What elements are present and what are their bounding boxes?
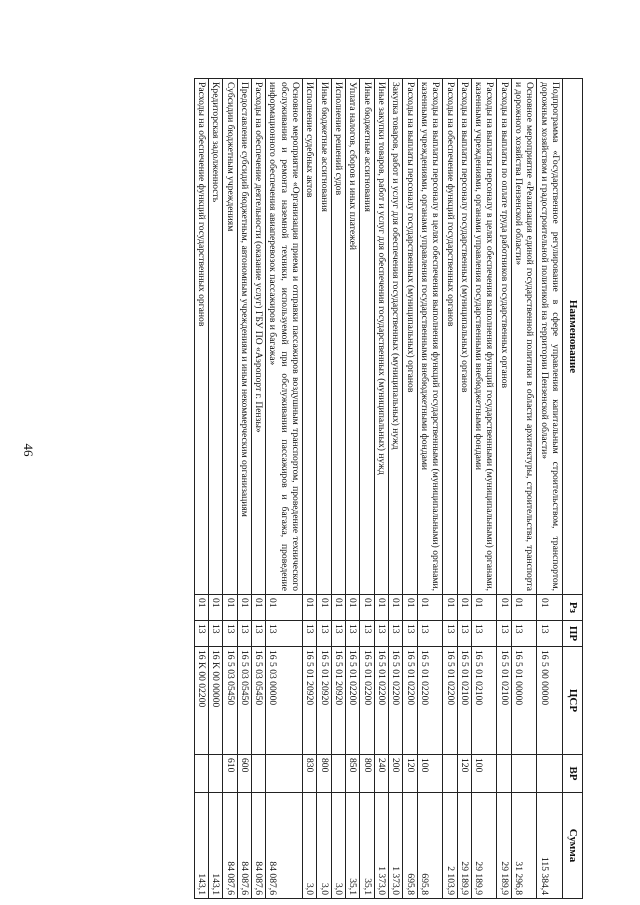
cell-sum: 1 373,0 bbox=[374, 793, 388, 899]
cell-sum: 1 373,0 bbox=[388, 793, 402, 899]
table-row bbox=[251, 79, 265, 899]
table-body bbox=[194, 79, 562, 899]
cell-pr: 13 bbox=[208, 621, 222, 647]
cell-sum: 143,1 bbox=[194, 793, 208, 899]
cell-rz: 01 bbox=[208, 595, 222, 621]
cell-vr: 830 bbox=[303, 755, 317, 793]
table-row bbox=[194, 79, 208, 899]
cell-csr: 16 5 01 20920 bbox=[331, 647, 345, 755]
cell-csr: 16 5 01 02100 bbox=[497, 647, 511, 755]
cell-csr: 16 5 03 00000 bbox=[266, 647, 303, 755]
cell-csr: 16 5 03 05450 bbox=[223, 647, 237, 755]
table-row bbox=[208, 79, 222, 899]
table-row bbox=[417, 79, 443, 899]
cell-name: Расходы на обеспечение функций государственных органов bbox=[443, 79, 457, 595]
table-row bbox=[223, 79, 237, 899]
cell-rz: 01 bbox=[360, 595, 374, 621]
cell-vr bbox=[443, 755, 457, 793]
cell-csr: 16 5 01 02200 bbox=[388, 647, 402, 755]
cell-sum: 3,0 bbox=[331, 793, 345, 899]
cell-rz: 01 bbox=[374, 595, 388, 621]
cell-pr: 13 bbox=[388, 621, 402, 647]
cell-csr: 16 5 01 02100 bbox=[457, 647, 471, 755]
cell-pr: 13 bbox=[266, 621, 303, 647]
cell-name: Уплата налогов, сборов и иных платежей bbox=[346, 79, 360, 595]
cell-rz: 01 bbox=[251, 595, 265, 621]
table-row bbox=[457, 79, 471, 899]
header-vr: ВР bbox=[563, 755, 583, 793]
cell-vr bbox=[194, 755, 208, 793]
cell-sum: 115 384,4 bbox=[537, 793, 563, 899]
cell-csr: 16 K 00 00000 bbox=[208, 647, 222, 755]
cell-sum: 84 087,6 bbox=[237, 793, 251, 899]
cell-vr: 800 bbox=[317, 755, 331, 793]
cell-vr bbox=[208, 755, 222, 793]
cell-name: Субсидии бюджетным учреждениям bbox=[223, 79, 237, 595]
cell-sum: 29 189,9 bbox=[497, 793, 511, 899]
cell-rz: 01 bbox=[403, 595, 417, 621]
cell-rz: 01 bbox=[417, 595, 443, 621]
cell-pr: 13 bbox=[317, 621, 331, 647]
cell-sum: 695,8 bbox=[403, 793, 417, 899]
cell-name: Расходы на обеспечение деятельности (оказание услуг) ГБУ ПО «Аэропорт г. Пензы» bbox=[251, 79, 265, 595]
cell-rz: 01 bbox=[443, 595, 457, 621]
cell-vr bbox=[331, 755, 345, 793]
cell-rz: 01 bbox=[346, 595, 360, 621]
cell-sum: 35,1 bbox=[360, 793, 374, 899]
cell-vr: 610 bbox=[223, 755, 237, 793]
cell-name: Иные бюджетные ассигнования bbox=[360, 79, 374, 595]
cell-vr: 240 bbox=[374, 755, 388, 793]
cell-sum: 84 087,6 bbox=[251, 793, 265, 899]
header-sum: Сумма bbox=[563, 793, 583, 899]
cell-rz: 01 bbox=[237, 595, 251, 621]
cell-csr: 16 5 01 02200 bbox=[403, 647, 417, 755]
table-row bbox=[537, 79, 563, 899]
cell-sum: 31 296,8 bbox=[511, 793, 537, 899]
cell-name: Кредиторская задолженность bbox=[208, 79, 222, 595]
cell-csr: 16 5 03 05450 bbox=[251, 647, 265, 755]
cell-csr: 16 5 01 02200 bbox=[374, 647, 388, 755]
cell-sum: 29 189,9 bbox=[457, 793, 471, 899]
cell-csr: 16 5 01 02200 bbox=[346, 647, 360, 755]
cell-name: Основное мероприятие «Реализация единой государственной политики в области архитектуры, строительства, транспорта и дорожного хозяйства Пензенской области» bbox=[511, 79, 537, 595]
cell-pr: 13 bbox=[251, 621, 265, 647]
cell-rz: 01 bbox=[471, 595, 497, 621]
cell-pr: 13 bbox=[346, 621, 360, 647]
cell-name: Закупка товаров, работ и услуг для обеспечения государственных (муниципальных) нужд bbox=[388, 79, 402, 595]
cell-pr: 13 bbox=[194, 621, 208, 647]
cell-name: Расходы на выплаты персоналу в целях обеспечения выполнения функций государственными (муниципальными) органами, казенными учреждениями, органами управления государственными внебюджетными фондами bbox=[471, 79, 497, 595]
table-row bbox=[511, 79, 537, 899]
table-row bbox=[374, 79, 388, 899]
cell-rz: 01 bbox=[317, 595, 331, 621]
cell-vr: 100 bbox=[471, 755, 497, 793]
table-row bbox=[471, 79, 497, 899]
cell-pr: 13 bbox=[223, 621, 237, 647]
cell-pr: 13 bbox=[374, 621, 388, 647]
page-number: 46 bbox=[21, 443, 36, 457]
cell-pr: 13 bbox=[417, 621, 443, 647]
cell-rz: 01 bbox=[303, 595, 317, 621]
cell-pr: 13 bbox=[403, 621, 417, 647]
header-csr: ЦСР bbox=[563, 647, 583, 755]
cell-vr: 120 bbox=[403, 755, 417, 793]
cell-name: Иные бюджетные ассигнования bbox=[317, 79, 331, 595]
cell-csr: 16 5 01 02100 bbox=[471, 647, 497, 755]
rotated-page-content bbox=[83, 78, 583, 898]
table-row bbox=[266, 79, 303, 899]
cell-rz: 01 bbox=[497, 595, 511, 621]
cell-sum: 3,0 bbox=[317, 793, 331, 899]
cell-sum: 695,8 bbox=[417, 793, 443, 899]
cell-name: Расходы на выплаты персоналу государственных (муниципальных) органов bbox=[403, 79, 417, 595]
cell-name: Подпрограмма «Государственное регулирование в сфере управления капитальным строительством, транспортом, дорожным хозяйством и градостроительной политикой на территории Пензенской области» bbox=[537, 79, 563, 595]
cell-vr bbox=[251, 755, 265, 793]
cell-pr: 13 bbox=[237, 621, 251, 647]
cell-rz: 01 bbox=[457, 595, 471, 621]
table-row bbox=[388, 79, 402, 899]
cell-vr bbox=[511, 755, 537, 793]
cell-csr: 16 5 00 00000 bbox=[537, 647, 563, 755]
cell-pr: 13 bbox=[360, 621, 374, 647]
cell-csr: 16 5 01 20920 bbox=[303, 647, 317, 755]
cell-csr: 16 K 00 02200 bbox=[194, 647, 208, 755]
cell-vr: 600 bbox=[237, 755, 251, 793]
cell-csr: 16 5 01 00000 bbox=[511, 647, 537, 755]
cell-rz: 01 bbox=[511, 595, 537, 621]
table-row bbox=[346, 79, 360, 899]
cell-name: Предоставление субсидий бюджетным, автономным учреждениям и иным некоммерческим организациям bbox=[237, 79, 251, 595]
cell-name: Иные закупки товаров, работ и услуг для обеспечения государственных (муниципальных) нужд bbox=[374, 79, 388, 595]
cell-vr: 200 bbox=[388, 755, 402, 793]
cell-csr: 16 5 01 02200 bbox=[360, 647, 374, 755]
cell-rz: 01 bbox=[331, 595, 345, 621]
cell-name: Расходы на выплаты персоналу государственных (муниципальных) органов bbox=[457, 79, 471, 595]
cell-pr: 13 bbox=[443, 621, 457, 647]
cell-pr: 13 bbox=[303, 621, 317, 647]
cell-csr: 16 5 01 02200 bbox=[443, 647, 457, 755]
cell-pr: 13 bbox=[497, 621, 511, 647]
table-row bbox=[303, 79, 317, 899]
table-header-row bbox=[563, 79, 583, 899]
cell-sum: 84 087,6 bbox=[223, 793, 237, 899]
cell-vr bbox=[266, 755, 303, 793]
cell-csr: 16 5 01 02200 bbox=[417, 647, 443, 755]
table-row bbox=[403, 79, 417, 899]
cell-rz: 01 bbox=[223, 595, 237, 621]
header-pr: ПР bbox=[563, 621, 583, 647]
cell-csr: 16 5 03 05450 bbox=[237, 647, 251, 755]
cell-rz: 01 bbox=[388, 595, 402, 621]
cell-rz: 01 bbox=[537, 595, 563, 621]
cell-pr: 13 bbox=[331, 621, 345, 647]
cell-sum: 35,1 bbox=[346, 793, 360, 899]
table-row bbox=[317, 79, 331, 899]
table-row bbox=[360, 79, 374, 899]
cell-csr: 16 5 01 20920 bbox=[317, 647, 331, 755]
cell-sum: 2 103,9 bbox=[443, 793, 457, 899]
table-row bbox=[497, 79, 511, 899]
header-rz: Рз bbox=[563, 595, 583, 621]
cell-vr bbox=[497, 755, 511, 793]
cell-name: Основное мероприятие «Организация приема и отправки пассажиров воздушным транспортом, проведение технического обслуживания и ремонта наземной техники, используемой при обслуживании пассажиров и багажа, проведение информационного обеспечения авиаперевозок пассажиров и багажа» bbox=[266, 79, 303, 595]
cell-sum: 143,1 bbox=[208, 793, 222, 899]
cell-sum: 84 087,6 bbox=[266, 793, 303, 899]
cell-rz: 01 bbox=[266, 595, 303, 621]
cell-pr: 13 bbox=[471, 621, 497, 647]
cell-name: Расходы на обеспечение функций государственных органов bbox=[194, 79, 208, 595]
table-row bbox=[443, 79, 457, 899]
cell-vr: 850 bbox=[346, 755, 360, 793]
cell-sum: 29 189,9 bbox=[471, 793, 497, 899]
header-name: Наименование bbox=[563, 79, 583, 595]
cell-rz: 01 bbox=[194, 595, 208, 621]
cell-vr bbox=[537, 755, 563, 793]
cell-vr: 800 bbox=[360, 755, 374, 793]
cell-name: Исполнение решений судов bbox=[331, 79, 345, 595]
cell-pr: 13 bbox=[457, 621, 471, 647]
table-row bbox=[237, 79, 251, 899]
cell-pr: 13 bbox=[511, 621, 537, 647]
cell-pr: 13 bbox=[537, 621, 563, 647]
cell-vr: 120 bbox=[457, 755, 471, 793]
table-row bbox=[331, 79, 345, 899]
budget-table bbox=[194, 78, 583, 899]
cell-name: Расходы на выплаты персоналу в целях обеспечения выполнения функций государственными (муниципальными) органами, казенными учреждениями, органами управления государственными внебюджетными фондами bbox=[417, 79, 443, 595]
cell-sum: 3,0 bbox=[303, 793, 317, 899]
cell-name: Исполнение судебных актов bbox=[303, 79, 317, 595]
cell-vr: 100 bbox=[417, 755, 443, 793]
cell-name: Расходы на выплаты по оплате труда работников государственных органов bbox=[497, 79, 511, 595]
